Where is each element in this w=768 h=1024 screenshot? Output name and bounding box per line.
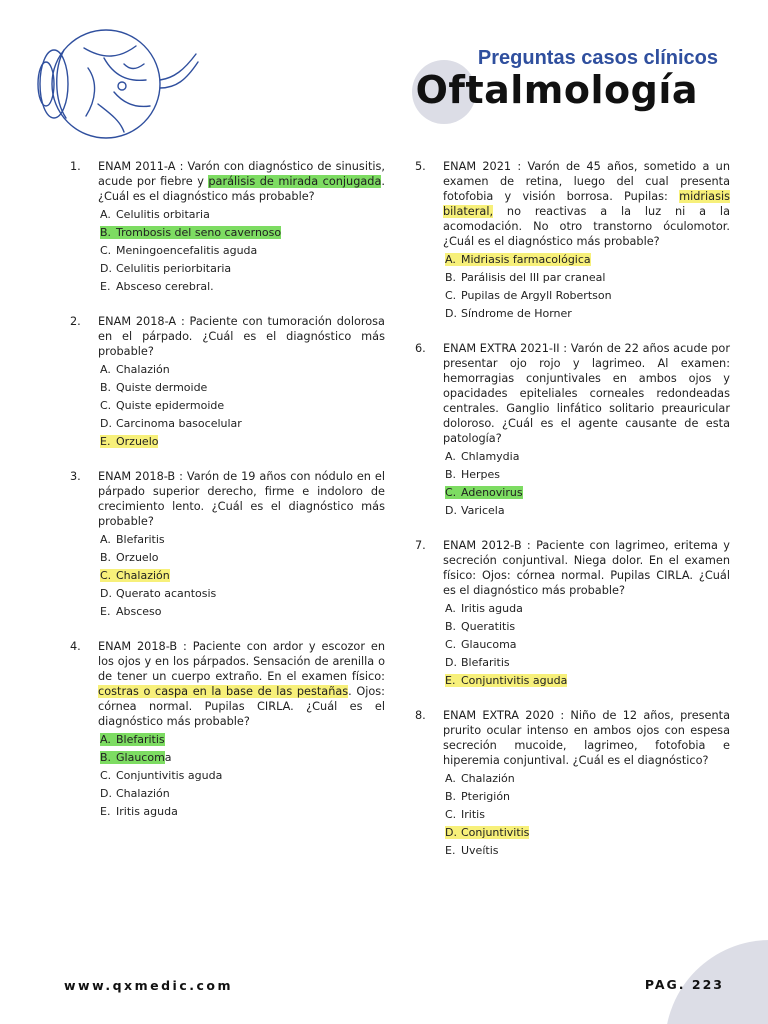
footer-url: www.qxmedic.com xyxy=(64,978,234,993)
text-segment: . ¿Cuál es el diagnóstico más probable? xyxy=(98,175,385,203)
option-text: Midriasis farmacológica xyxy=(461,253,591,266)
answer-label xyxy=(100,605,162,618)
option-text: Querato acantosis xyxy=(116,587,217,600)
question-stem xyxy=(70,314,385,359)
answer-label xyxy=(100,805,178,818)
answer-option xyxy=(100,587,385,601)
option-letter: D. xyxy=(445,826,457,839)
question-item xyxy=(415,538,730,688)
option-text: Celulitis periorbitaria xyxy=(116,262,232,275)
answer-option xyxy=(100,605,385,619)
question-text xyxy=(443,538,730,598)
option-text: Pupilas de Argyll Robertson xyxy=(461,289,612,302)
question-item xyxy=(70,639,385,819)
highlighted-answer xyxy=(445,826,529,839)
answer-option xyxy=(445,638,730,652)
option-letter: E. xyxy=(100,435,111,448)
question-item xyxy=(415,708,730,858)
option-letter: B. xyxy=(100,551,112,564)
option-text: Blefaritis xyxy=(116,533,165,546)
option-letter: E. xyxy=(445,674,456,687)
question-item xyxy=(70,469,385,619)
page-subtitle: Preguntas casos clínicos xyxy=(477,47,718,69)
option-text: Absceso xyxy=(116,605,162,618)
highlighted-answer xyxy=(100,751,165,764)
question-number: 5. xyxy=(415,160,426,173)
option-letter: E. xyxy=(100,280,111,293)
answer-label xyxy=(100,208,210,221)
answer-label xyxy=(445,638,517,651)
answer-option xyxy=(445,790,730,804)
answer-label xyxy=(445,844,499,857)
option-letter: E. xyxy=(100,805,111,818)
option-text: Síndrome de Horner xyxy=(461,307,572,320)
answer-option xyxy=(100,769,385,783)
option-letter: C. xyxy=(445,808,457,821)
option-letter: C. xyxy=(445,289,457,302)
option-letter: C. xyxy=(100,244,112,257)
option-text-tail: a xyxy=(164,751,172,764)
answer-label xyxy=(100,399,224,412)
answer-label xyxy=(445,468,500,481)
question-text xyxy=(98,159,385,204)
option-text: Conjuntivitis xyxy=(461,826,530,839)
option-letter: A. xyxy=(445,772,456,785)
highlighted-phrase: midriasis bilateral, xyxy=(443,190,730,218)
question-stem xyxy=(70,469,385,529)
answer-option xyxy=(100,751,385,765)
option-letter: A. xyxy=(445,602,456,615)
answer-label xyxy=(445,289,612,302)
option-letter: B. xyxy=(445,468,457,481)
option-text: Chalazión xyxy=(116,787,170,800)
question-text xyxy=(443,159,730,249)
option-letter: A. xyxy=(100,208,111,221)
option-text: Chalazión xyxy=(116,569,170,582)
option-text: Glaucoma xyxy=(461,638,517,651)
text-segment: ENAM 2018-A : Paciente con tumoración dolorosa en el párpado. ¿Cuál es el diagnóstico más probable? xyxy=(98,315,385,358)
highlighted-answer xyxy=(100,435,158,448)
answer-option xyxy=(100,551,385,565)
highlighted-answer xyxy=(445,674,567,687)
option-text: Quiste dermoide xyxy=(116,381,208,394)
answer-options xyxy=(415,772,730,858)
answer-option xyxy=(100,381,385,395)
option-text: Queratitis xyxy=(461,620,516,633)
option-text: Parálisis del III par craneal xyxy=(461,271,606,284)
question-number: 2. xyxy=(70,315,81,328)
option-text: Chalazión xyxy=(461,772,515,785)
answer-option xyxy=(445,656,730,670)
answer-option xyxy=(100,280,385,294)
answer-label xyxy=(445,772,515,785)
answer-options xyxy=(70,533,385,619)
answer-label xyxy=(445,307,572,320)
answer-option xyxy=(445,602,730,616)
option-text: Absceso cerebral. xyxy=(116,280,214,293)
text-segment: ENAM 2011-A : Varón con diagnóstico de sinusitis, acude por fiebre y xyxy=(98,160,385,188)
highlighted-answer xyxy=(445,253,591,266)
answer-label xyxy=(445,620,515,633)
option-text: Conjuntivitis aguda xyxy=(116,769,223,782)
page-number: PAG. 223 xyxy=(644,977,724,992)
answer-options xyxy=(415,602,730,688)
question-item xyxy=(70,159,385,294)
option-text: Blefaritis xyxy=(116,733,165,746)
answer-label xyxy=(445,808,485,821)
question-stem xyxy=(415,538,730,598)
option-text: Herpes xyxy=(461,468,501,481)
option-text: Meningoencefalitis aguda xyxy=(116,244,258,257)
answer-option xyxy=(445,674,730,688)
option-text: Varicela xyxy=(461,504,505,517)
page-title: Oftalmología xyxy=(415,68,698,112)
answer-label xyxy=(100,363,170,376)
highlighted-phrase: costras o caspa en la base de las pestañas xyxy=(98,685,349,698)
answer-option xyxy=(100,262,385,276)
text-segment: no reactivas a la luz ni a la acomodación. No otro transtorno óculomotor. ¿Cuál es el diagnóstico más probable? xyxy=(443,205,730,248)
option-text: Chalazión xyxy=(116,363,170,376)
text-segment: ENAM 2018-B : Paciente con ardor y escozor en los ojos y en los párpados. Sensación de arenilla o de tener un cuerpo extraño. En el examen físico: xyxy=(98,640,385,683)
text-segment: ENAM EXTRA 2021-II : Varón de 22 años acude por presentar ojo rojo y lagrimeo. Al examen: hemorragias conjuntivales en ambos ojos y opacidades epiteliales corneales redondeadas centrales. Ganglio linfático solitario preauricular doloroso. ¿Cuál es el agente causante de esta patología? xyxy=(443,342,730,445)
question-text xyxy=(98,469,385,529)
answer-option xyxy=(100,399,385,413)
question-item xyxy=(415,159,730,321)
answer-option xyxy=(445,808,730,822)
answer-label xyxy=(445,504,505,517)
answer-label xyxy=(445,602,523,615)
answer-option xyxy=(100,363,385,377)
answer-label xyxy=(100,587,216,600)
answer-option xyxy=(100,226,385,240)
option-letter: B. xyxy=(100,226,112,239)
answer-option xyxy=(445,271,730,285)
question-number: 3. xyxy=(70,470,81,483)
answer-option xyxy=(445,253,730,267)
question-number: 7. xyxy=(415,539,426,552)
option-letter: A. xyxy=(445,450,456,463)
question-stem xyxy=(70,639,385,729)
option-text: Blefaritis xyxy=(461,656,510,669)
option-letter: C. xyxy=(445,486,457,499)
answer-option xyxy=(100,569,385,583)
answer-option xyxy=(100,435,385,449)
answer-option xyxy=(100,208,385,222)
question-stem xyxy=(415,708,730,768)
option-letter: D. xyxy=(100,787,112,800)
answer-label xyxy=(445,656,510,669)
answer-option xyxy=(445,504,730,518)
answer-options xyxy=(70,733,385,819)
answer-option xyxy=(100,533,385,547)
option-letter: D. xyxy=(100,587,112,600)
option-text: Orzuelo xyxy=(116,435,159,448)
option-letter: B. xyxy=(445,790,457,803)
question-text xyxy=(443,708,730,768)
questions-left-column xyxy=(70,159,385,839)
question-stem xyxy=(70,159,385,204)
answer-label xyxy=(100,262,231,275)
answer-label xyxy=(445,450,519,463)
question-stem xyxy=(415,341,730,446)
option-letter: D. xyxy=(100,417,112,430)
option-letter: C. xyxy=(445,638,457,651)
option-text: Orzuelo xyxy=(116,551,159,564)
option-letter: E. xyxy=(100,605,111,618)
answer-option xyxy=(100,733,385,747)
answer-option xyxy=(445,826,730,840)
highlighted-answer xyxy=(445,486,523,499)
answer-label xyxy=(100,551,158,564)
answer-option xyxy=(445,307,730,321)
option-text: Celulitis orbitaria xyxy=(116,208,210,221)
answer-option xyxy=(100,417,385,431)
answer-options xyxy=(415,253,730,321)
option-letter: D. xyxy=(100,262,112,275)
answer-options xyxy=(70,363,385,449)
option-letter: A. xyxy=(445,253,456,266)
option-text: Quiste epidermoide xyxy=(116,399,225,412)
answer-label xyxy=(100,244,257,257)
option-letter: D. xyxy=(445,307,457,320)
option-letter: C. xyxy=(100,769,112,782)
answer-option xyxy=(100,805,385,819)
option-text: Iritis xyxy=(461,808,485,821)
option-letter: B. xyxy=(100,381,112,394)
option-text: Glaucom xyxy=(116,751,165,764)
answer-label xyxy=(445,271,605,284)
highlighted-answer xyxy=(100,733,165,746)
option-letter: B. xyxy=(100,751,112,764)
question-number: 8. xyxy=(415,709,426,722)
option-letter: A. xyxy=(100,363,111,376)
text-segment: ENAM 2012-B : Paciente con lagrimeo, eritema y secreción conjuntival. Niega dolor. En el examen físico: Ojos: córnea normal. Pupilas CIRLA. ¿Cuál es el diagnóstico más probable? xyxy=(443,539,730,597)
option-letter: D. xyxy=(445,504,457,517)
option-letter: B. xyxy=(445,271,457,284)
option-letter: C. xyxy=(100,399,112,412)
answer-label xyxy=(100,417,242,430)
option-text: Iritis aguda xyxy=(461,602,523,615)
question-stem xyxy=(415,159,730,249)
option-text: Pterigión xyxy=(461,790,511,803)
question-number: 4. xyxy=(70,640,81,653)
answer-label xyxy=(445,790,510,803)
option-letter: A. xyxy=(100,533,111,546)
option-text: Conjuntivitis aguda xyxy=(461,674,568,687)
option-text: Carcinoma basocelular xyxy=(116,417,242,430)
highlighted-phrase: parálisis de mirada conjugada xyxy=(208,175,382,188)
question-item xyxy=(70,314,385,449)
answer-option xyxy=(100,244,385,258)
eye-icon xyxy=(24,8,204,158)
answer-option xyxy=(445,450,730,464)
option-letter: A. xyxy=(100,733,111,746)
text-segment: . Ojos: córnea normal. Pupilas CIRLA. ¿Cuál es el diagnóstico más probable? xyxy=(98,685,385,728)
highlighted-answer xyxy=(100,569,170,582)
question-number: 6. xyxy=(415,342,426,355)
option-text: Adenovirus xyxy=(461,486,523,499)
option-letter: D. xyxy=(445,656,457,669)
option-letter: E. xyxy=(445,844,456,857)
option-text: Iritis aguda xyxy=(116,805,178,818)
option-letter: C. xyxy=(100,569,112,582)
answer-option xyxy=(445,772,730,786)
text-segment: ENAM 2021 : Varón de 45 años, sometido a un examen de retina, luego del cual presenta fotofobia y visión borrosa. Pupilas: xyxy=(443,160,730,203)
answer-option xyxy=(445,620,730,634)
answer-label xyxy=(100,533,165,546)
answer-label xyxy=(100,787,170,800)
answer-option xyxy=(445,486,730,500)
answer-option xyxy=(445,289,730,303)
text-segment: ENAM EXTRA 2020 : Niño de 12 años, presenta prurito ocular intenso en ambos ojos con espesa secreción mucoide, lagrimeo, fotofobia e hiperemia conjuntival. ¿Cuál es el diagnóstico? xyxy=(443,709,730,767)
question-text xyxy=(98,639,385,729)
answer-label xyxy=(100,769,222,782)
question-text xyxy=(443,341,730,446)
answer-option xyxy=(445,844,730,858)
option-text: Trombosis del seno cavernoso xyxy=(116,226,282,239)
answer-option xyxy=(445,468,730,482)
answer-options xyxy=(415,450,730,518)
answer-option xyxy=(100,787,385,801)
option-text: Chlamydia xyxy=(461,450,520,463)
text-segment: ENAM 2018-B : Varón de 19 años con nódulo en el párpado superior derecho, firme e indoloro de crecimiento lento. ¿Cuál es el diagnóstico más probable? xyxy=(98,470,385,528)
highlighted-answer xyxy=(100,226,281,239)
question-item xyxy=(415,341,730,518)
answer-label xyxy=(100,381,207,394)
questions-right-column xyxy=(415,159,730,878)
answer-label xyxy=(100,280,214,293)
option-letter: B. xyxy=(445,620,457,633)
question-number: 1. xyxy=(70,160,81,173)
answer-options xyxy=(70,208,385,294)
question-text xyxy=(98,314,385,359)
option-text: Uveítis xyxy=(461,844,499,857)
